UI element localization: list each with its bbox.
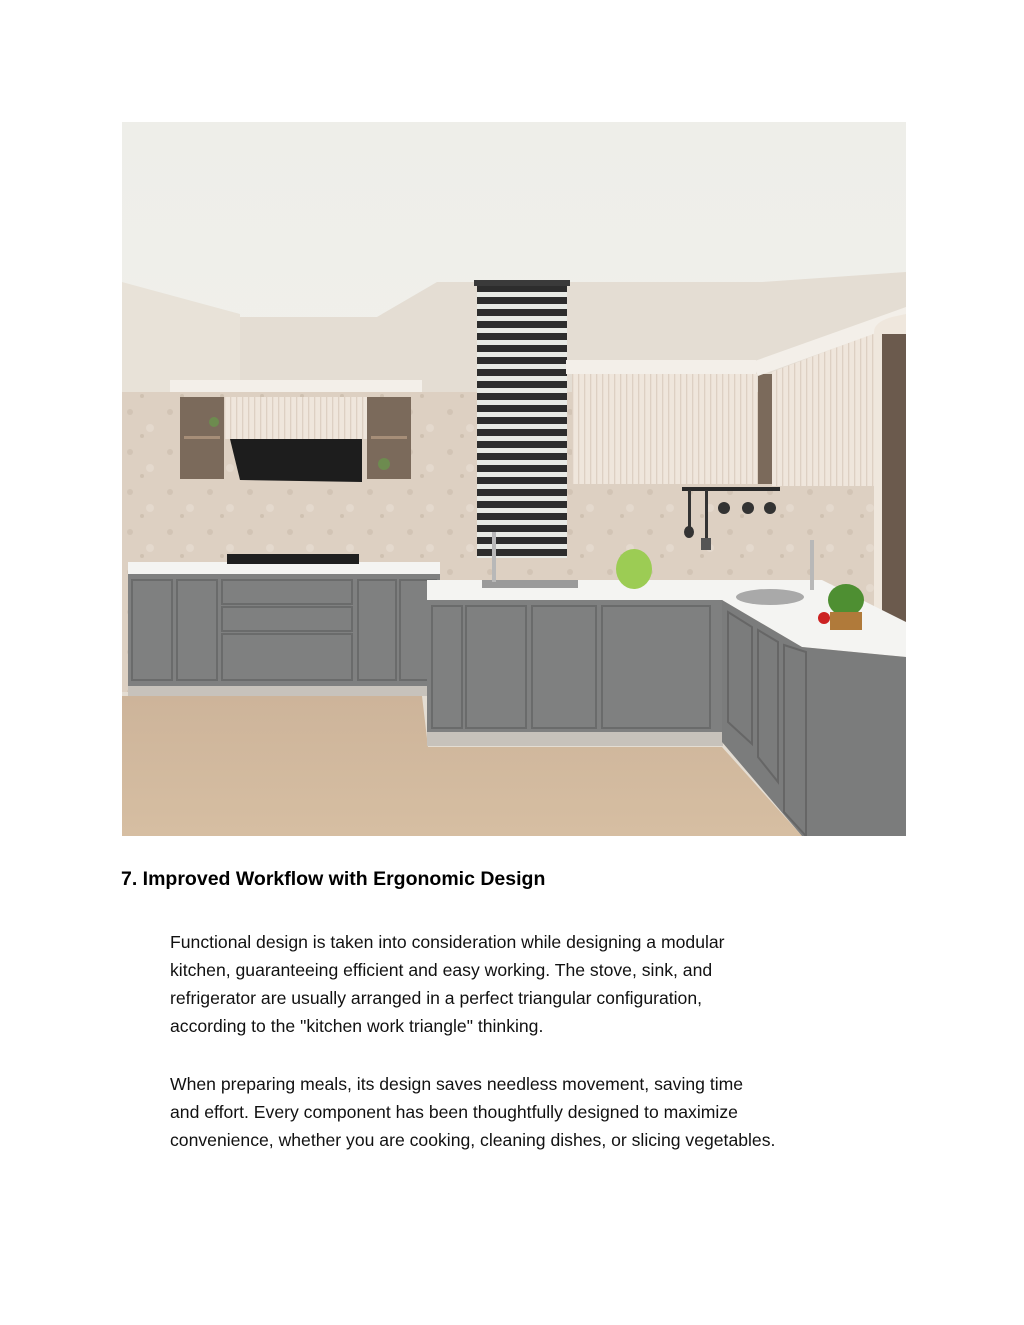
paragraph-line: according to the "kitchen work triangle" thinking.: [170, 1016, 544, 1036]
kitchen-photo: [122, 122, 906, 836]
paragraph-line: and effort. Every component has been thoughtfully designed to maximize: [170, 1102, 738, 1122]
section-heading: 7. Improved Workflow with Ergonomic Design: [121, 868, 546, 890]
paragraph-workflow: [170, 928, 870, 1040]
paragraph-line: When preparing meals, its design saves needless movement, saving time: [170, 1074, 744, 1094]
paragraph-line: kitchen, guaranteeing efficient and easy working. The stove, sink, and: [170, 960, 713, 980]
paragraph-line: convenience, whether you are cooking, cleaning dishes, or slicing vegetables.: [170, 1130, 776, 1150]
paragraph-convenience: [170, 1070, 870, 1154]
paragraph-line: refrigerator are usually arranged in a perfect triangular configuration,: [170, 988, 703, 1008]
paragraph-line: Functional design is taken into consideration while designing a modular: [170, 932, 725, 952]
